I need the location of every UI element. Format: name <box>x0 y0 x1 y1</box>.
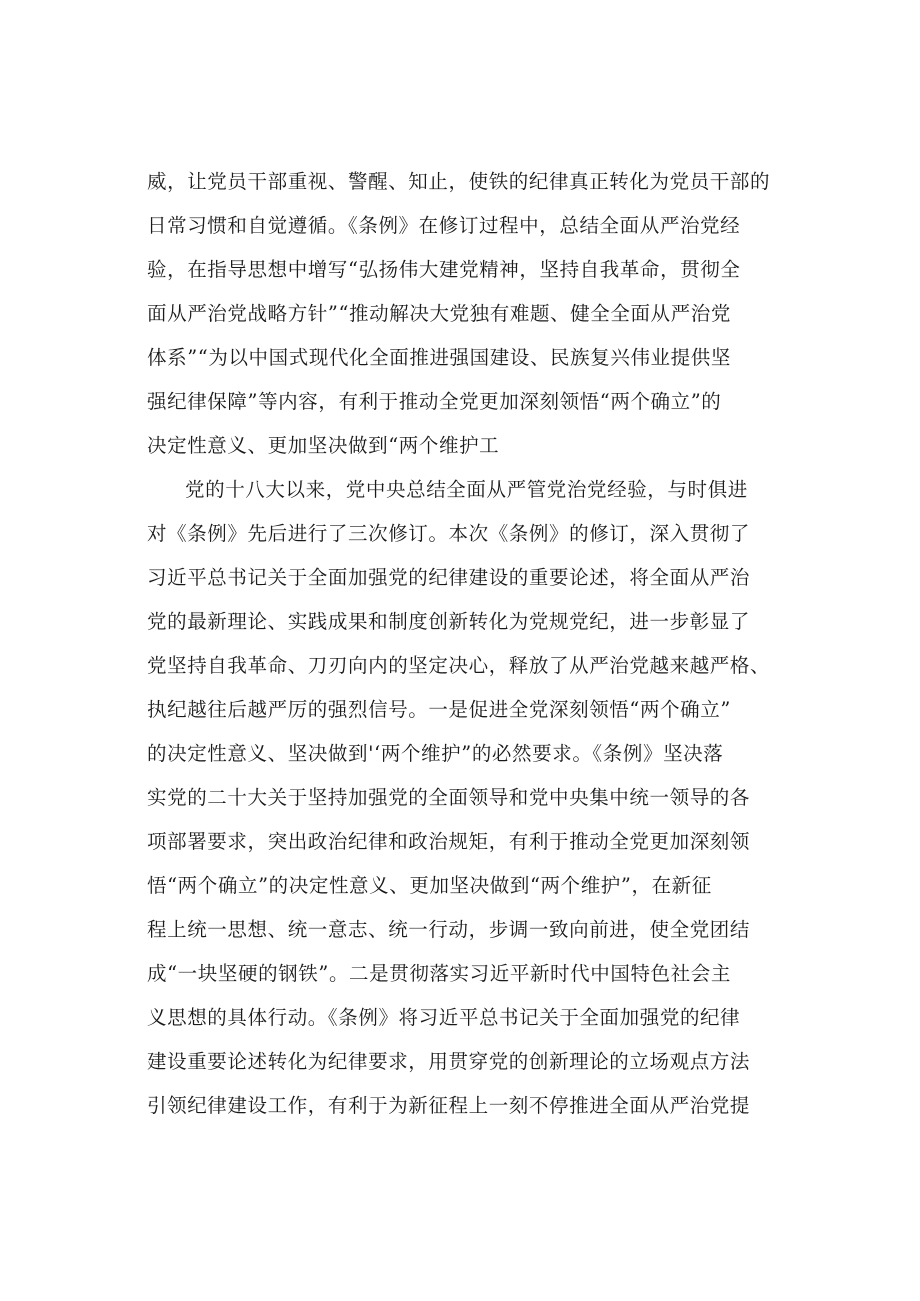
text-line: 日常习惯和自觉遵循。《条例》在修订过程中，总结全面从严治党经 <box>147 214 741 237</box>
text-line: 党的最新理论、实践成果和制度创新转化为党规党纪，进一步彰显了 <box>147 610 751 633</box>
paragraph-1 <box>147 160 807 468</box>
text-line: 决定性意义、更加坚决做到“两个维护工 <box>147 434 500 457</box>
text-line: 建设重要论述转化为纪律要求，用贯穿党的创新理论的立场观点方法 <box>147 1050 751 1073</box>
body-text <box>147 160 807 1128</box>
text-line: 验，在指导思想中增写“弘扬伟大建党精神，坚持自我革命，贯彻全 <box>147 258 741 281</box>
text-line: 党的十八大以来，党中央总结全面从严管党治党经验，与时俱进 <box>185 478 748 501</box>
text-line: 执纪越往后越严厉的强烈信号。一是促进全党深刻领悟“两个确立” <box>147 698 731 721</box>
text-line: 引领纪律建设工作，有利于为新征程上一刻不停推进全面从严治党提 <box>147 1094 751 1117</box>
text-line: 实党的二十大关于坚持加强党的全面领导和党中央集中统一领导的各 <box>147 786 751 809</box>
text-line: 的决定性意义、坚决做到'‘两个维护”的必然要求。《条例》坚决落 <box>147 742 724 765</box>
text-line: 悟“两个确立”的决定性意义、更加坚决做到“两个维护”，在新征 <box>147 874 712 897</box>
text-line: 项部署要求，突出政治纪律和政治规矩，有利于推动全党更加深刻领 <box>147 830 751 853</box>
paragraph-2 <box>147 468 807 1128</box>
text-line: 义思想的具体行动。《条例》将习近平总书记关于全面加强党的纪律 <box>147 1006 741 1029</box>
text-line: 对《条例》先后进行了三次修订。本次《条例》的修订，深入贯彻了 <box>147 522 751 545</box>
text-line: 强纪律保障”等内容，有利于推动全党更加深刻领悟“两个确立”的 <box>147 390 722 413</box>
text-line: 党坚持自我革命、刀刃向内的坚定决心，释放了从严治党越来越严格、 <box>147 654 771 677</box>
text-line: 面从严治党战略方针”“推动解决大党独有难题、健全全面从严治党 <box>147 302 731 325</box>
text-line: 体系”“为以中国式现代化全面推进强国建设、民族复兴伟业提供坚 <box>147 346 731 369</box>
text-line: 程上统一思想、统一意志、统一行动，步调一致向前进，使全党团结 <box>147 918 751 941</box>
text-line: 习近平总书记关于全面加强党的纪律建设的重要论述，将全面从严治 <box>147 566 751 589</box>
text-line: 成“一块坚硬的钢铁”。二是贯彻落实习近平新时代中国特色社会主 <box>147 962 731 985</box>
text-line: 威，让党员干部重视、警醒、知止，使铁的纪律真正转化为党员干部的 <box>147 170 771 193</box>
